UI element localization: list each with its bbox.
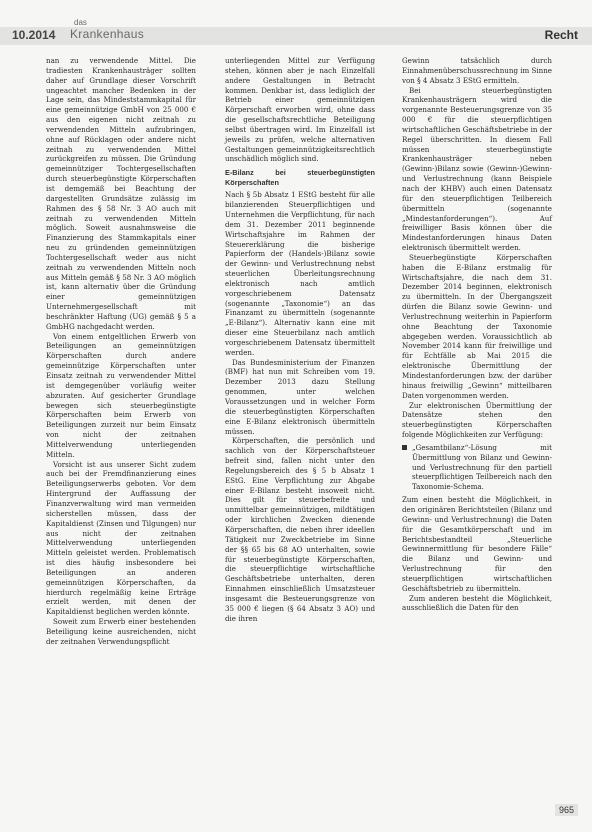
paragraph: Von einem entgeltlichen Erwerb von Beteiligungen an gemeinnützigen Körperschaften durch andere gemeinnützige Körperschaften unter Einsatz zeitnah zu verwendender Mittel ist demgegenüber vorläufig weiter abzuraten. Auf gesicherter Grundlage bewegen sich steuerbegünstigte Körperschaften beim Erwerb von Beteiligungen zurzeit nur beim Einsatz von nicht der zeitnahen Mittelverwendung unterliegenden Mitteln. xyxy=(46,331,196,459)
square-bullet-icon xyxy=(402,445,407,450)
list-item-text: „Gesamtbilanz“-Lösung mit Übermittlung von Bilanz und Gewinn- und Verlustrechnung für den partiell steuerpflichtigen Teilbereich nach den Taxonomie-Schema. xyxy=(412,442,552,492)
bullet-list xyxy=(402,443,552,492)
page-number: 965 xyxy=(555,804,578,816)
paragraph: unterliegenden Mittel zur Verfügung stehen, können aber je nach Einzelfall andere Gestaltungen in Betracht kommen. Denkbar ist, dass lediglich der Betrieb einer gemeinnützigen Körperschaft erworben wird, ohne dass die gesellschaftsrechtliche Beteiligung selbst übertragen wird. Im Einzelfall ist jeweils zu prüfen, welche alternativen Gestaltungen gemeinnützigkeitsrechtlich unschädlich möglich sind. xyxy=(225,56,375,164)
paragraph: Bei steuerbegünstigten Krankenhausträgern wird die vorgenannte Besteuerungsgrenze von 35 000 € für die steuerpflichtigen wirtschaftlichen Geschäftsbetriebe in der Regel überschritten. In diesem Fall müssen steuerbegünstigte Krankenhausträger neben (Gewinn-)Bilanz sowie (Gewinn-)Gewinn- und Verlustrechnung (kann Beispiele nach der KHBV) auch einen Datensatz für den steuerpflichtigen Teilbereich übermitteln (sogenannte „Mindestanforderungen“). Auf freiwilliger Basis können über die Mindestanforderungen hinaus Daten elektronisch übermittelt werden. xyxy=(402,85,552,253)
paragraph: Zur elektronischen Übermittlung der Datensätze stehen den steuerbegünstigten Körperschaften folgende Möglichkeiten zur Verfügung: xyxy=(402,400,552,440)
paragraph: Vorsicht ist aus unserer Sicht zudem auch bei der Fremdfinanzierung eines Beteiligungserwerbs geboten. Vor dem Hintergrund der Auffassung der Finanzverwaltung wird man vermeiden sicherstellen müssen, dass der Kapitaldienst (Zinsen und Tilgungen) nur aus nicht der zeitnahen Mittelverwendung unterliegenden Mitteln geleistet werden. Problematisch ist dies häufig insbesondere bei Beteiligungen an anderen gemeinnützigen Körperschaften, da hierdurch regelmäßig keine Erträge erzielt werden, mit denen der Kapitaldienst beglichen werden könnte. xyxy=(46,459,196,617)
column-2 xyxy=(225,56,375,623)
logo-small-text: das xyxy=(74,18,87,27)
column-1 xyxy=(46,56,196,647)
paragraph: Körperschaften, die persönlich und sachlich von der Körperschaftsteuer befreit sind, fallen nicht unter den Regelungsbereich des § 5 b Absatz 1 EStG. Eine Verpflichtung zur Abgabe einer E-Bilanz besteht insoweit nicht. Dies gilt für steuerbefreite und unmittelbar gemeinnützigen, mildtätigen oder kirchlichen Zwecken dienende Körperschaften, die neben ihrer ideellen Tätigkeit nur Zweckbetriebe im Sinne der §§ 65 bis 68 AO unterhalten, sowie für steuerbegünstigte Körperschaften, die steuerpflichtige wirtschaftliche Geschäftsbetriebe unterhalten, deren Einnahmen einschließlich Umsatzsteuer insgesamt die Besteuerungsgrenze von 35 000 € liegen (§ 64 Absatz 3 AO) und die ihren xyxy=(225,436,375,623)
section-title: Recht xyxy=(544,28,578,42)
section-heading: E-Bilanz bei steuerbegünstigten Körperschaften xyxy=(225,168,375,187)
list-item xyxy=(402,443,552,492)
paragraph: Steuerbegünstigte Körperschaften haben die E-Bilanz erstmalig für Wirtschaftsjahre, die nach dem 31. Dezember 2014 beginnen, elektronisch zu übermitteln. In der Übergangszeit dürfen die Bilanz sowie Gewinn- und Verlustrechnung weiterhin in Papierform ohne Beachtung der Taxonomie abgegeben werden. Voraussichtlich ab November 2014 kann für freiwillige und für Echtfälle ab Mai 2015 die elektronische Übermittlung der Mindestanforderungen bzw. der darüber hinaus freiwillig „Gewinn“ mitteilbaren Daten vorgenommen werden. xyxy=(402,252,552,400)
paragraph: Zum anderen besteht die Möglichkeit, ausschließlich die Daten für den xyxy=(402,593,552,613)
issue-number: 10.2014 xyxy=(12,28,56,42)
paragraph: Zum einen besteht die Möglichkeit, in den originären Berichtsteilen (Bilanz und Gewinn- und Verlustrechnung) die Daten für die Gesamtkörperschaft und im Berichtsbestandteil „Steuerliche Gewinnermittlung für besondere Fälle“ die Bilanz und Gewinn- und Verlustrechnung für den steuerpflichtigen wirtschaftlichen Geschäftsbetrieb zu übermitteln. xyxy=(402,495,552,593)
paragraph: Soweit zum Erwerb einer bestehenden Beteiligung keine ausreichenden, nicht der zeitnahen Verwendungspflicht xyxy=(46,617,196,646)
paragraph: Das Bundesministerium der Finanzen (BMF) hat nun mit Schreiben vom 19. Dezember 2013 dazu Stellung genommen, unter welchen Voraussetzungen und in welcher Form die steuerbegünstigten Körperschaften eine E-Bilanz elektronisch übermitteln müssen. xyxy=(225,357,375,436)
paragraph: nan zu verwendende Mittel. Die tradiesten Krankenhausträger sollten daher auf Grundlage dieser Vorschrift ungeachtet mancher Bedenken in der Lage sein, das Mindeststammkapital für eine gemeinnützige GmbH von 25 000 € aus den eigenen nicht zeitnah zu verwendenden Mitteln aufzubringen, ohne auf Rücklagen oder andere nicht zeitnah zu verwendenden Mittel zurückgreifen zu müssen. Die Gründung gemeinnütziger Tochtergesellschaften durch steuerbegünstigte Körperschaften ist demgemäß bei Beachtung der dargestellten Grundsätze zulässig im Rahmen des § 58 Nr. 3 AO auch mit zeitnah zu verwendenden Mitteln möglich. Soweit ausnahmsweise die Finanzierung des Stammkapitals einer neu zu gründenden gemeinnützigen Tochtergesellschaft weder aus nicht zeitnah zu verwendenden Mitteln noch aus Mitteln gemäß § 58 Nr. 3 AO möglich ist, kann alternativ über die Gründung einer gemeinnützigen Unternehmergesellschaft mit beschränkter Haftung (UG) gemäß § 5 a GmbHG nachgedacht werden. xyxy=(46,56,196,331)
page-header xyxy=(0,0,592,44)
logo-name: Krankenhaus xyxy=(70,27,145,41)
column-3 xyxy=(402,56,552,613)
paragraph: Gewinn tatsächlich durch Einnahmenüberschussrechnung im Sinne von § 4 Absatz 3 EStG ermitteln. xyxy=(402,56,552,85)
paragraph: Nach § 5b Absatz 1 EStG besteht für alle bilanzierenden Steuerpflichtigen und Unternehmen die Verpflichtung, für nach dem 31. Dezember 2011 beginnende Wirtschaftsjahre im Rahmen der Steuererklärung die bisherige Papierform der (Handels-)Bilanz sowie der Gewinn- und Verlustrechnung nebst steuerlichen Überleitungsrechnung elektronisch nach amtlich vorgeschriebenem Datensatz (sogenannte „Taxonomie“) an das Finanzamt zu übermitteln (sogenannte „E-Bilanz“). Alternativ kann eine mit dieser eine Steuerbilanz nach amtlich vorgeschriebenem Datensatz übermittelt werden. xyxy=(225,190,375,357)
